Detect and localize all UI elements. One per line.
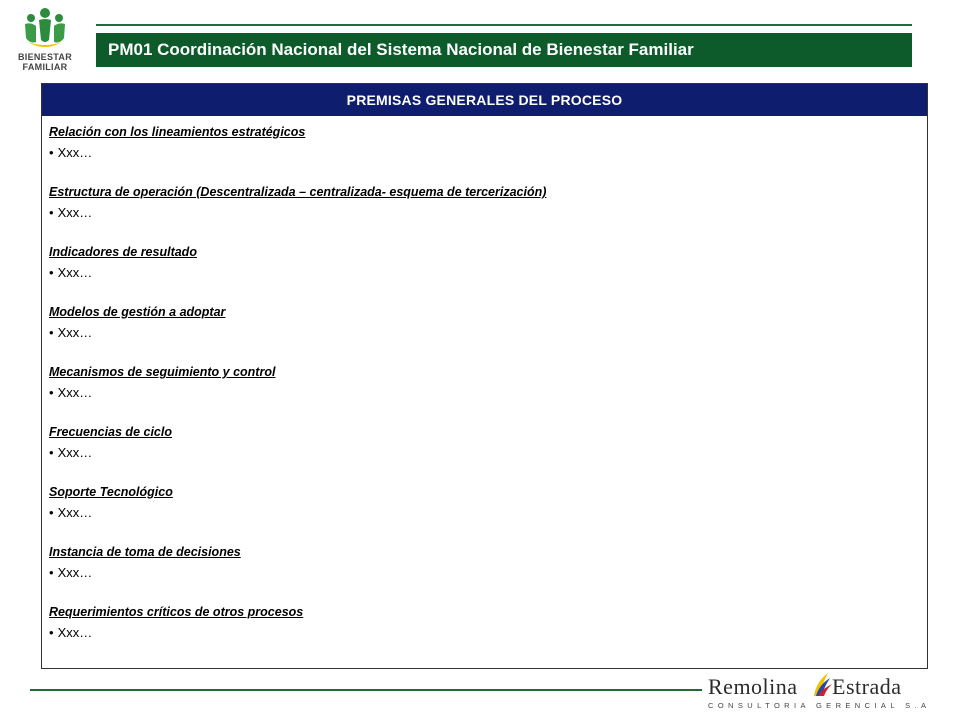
list-item [49, 202, 927, 224]
list-item [49, 442, 927, 464]
item-text: Xxx… [57, 505, 93, 520]
premise-section [49, 242, 927, 302]
list-item [49, 562, 927, 584]
premise-section [49, 122, 927, 182]
list-item [49, 142, 927, 164]
footer-logo-subtitle: CONSULTORIA GERENCIAL S.A [708, 701, 931, 710]
page-title: PM01 Coordinación Nacional del Sistema Nacional de Bienestar Familiar [96, 33, 912, 67]
section-title: Relación con los lineamientos estratégicos [49, 125, 306, 139]
bullet-icon: • [49, 565, 54, 580]
bullet-icon: • [49, 145, 54, 160]
family-figures-icon [14, 6, 76, 52]
bienestar-familiar-logo [14, 6, 76, 76]
header-top-rule [96, 24, 912, 26]
bullet-icon: • [49, 325, 54, 340]
bullet-icon: • [49, 505, 54, 520]
list-item [49, 382, 927, 404]
logo-text-line2: FAMILIAR [22, 62, 68, 72]
section-title: Soporte Tecnológico [49, 485, 173, 499]
premise-section [49, 182, 927, 242]
flag-swoosh-icon [810, 670, 834, 700]
footer-rule [30, 689, 702, 691]
section-title: Requerimientos críticos de otros procesos [49, 605, 304, 619]
bullet-icon: • [49, 385, 54, 400]
logo-text-line1: BIENESTAR [17, 52, 73, 62]
item-text: Xxx… [57, 625, 93, 640]
bullet-icon: • [49, 625, 54, 640]
panel-title: PREMISAS GENERALES DEL PROCESO [42, 84, 927, 116]
premise-section [49, 302, 927, 362]
item-text: Xxx… [57, 565, 93, 580]
premise-section [49, 482, 927, 542]
section-title: Mecanismos de seguimiento y control [49, 365, 276, 379]
section-title: Modelos de gestión a adoptar [49, 305, 226, 319]
section-title: Instancia de toma de decisiones [49, 545, 241, 559]
list-item [49, 502, 927, 524]
premises-panel [41, 83, 928, 669]
premise-section [49, 542, 927, 602]
item-text: Xxx… [57, 265, 93, 280]
list-item [49, 322, 927, 344]
item-text: Xxx… [57, 205, 93, 220]
list-item [49, 622, 927, 644]
footer-logo-left-text: Remolina [708, 674, 798, 699]
section-title: Frecuencias de ciclo [49, 425, 172, 439]
footer-logo-right-text: Estrada [832, 674, 902, 699]
item-text: Xxx… [57, 385, 93, 400]
panel-body [42, 116, 927, 662]
item-text: Xxx… [57, 325, 93, 340]
remolina-estrada-logo [706, 668, 931, 716]
bullet-icon: • [49, 445, 54, 460]
list-item [49, 262, 927, 284]
bullet-icon: • [49, 265, 54, 280]
premise-section [49, 362, 927, 422]
item-text: Xxx… [57, 445, 93, 460]
item-text: Xxx… [57, 145, 93, 160]
premise-section [49, 602, 927, 662]
section-title: Indicadores de resultado [49, 245, 197, 259]
bullet-icon: • [49, 205, 54, 220]
section-title: Estructura de operación (Descentralizada – centralizada- esquema de tercerización) [49, 185, 547, 199]
premise-section [49, 422, 927, 482]
